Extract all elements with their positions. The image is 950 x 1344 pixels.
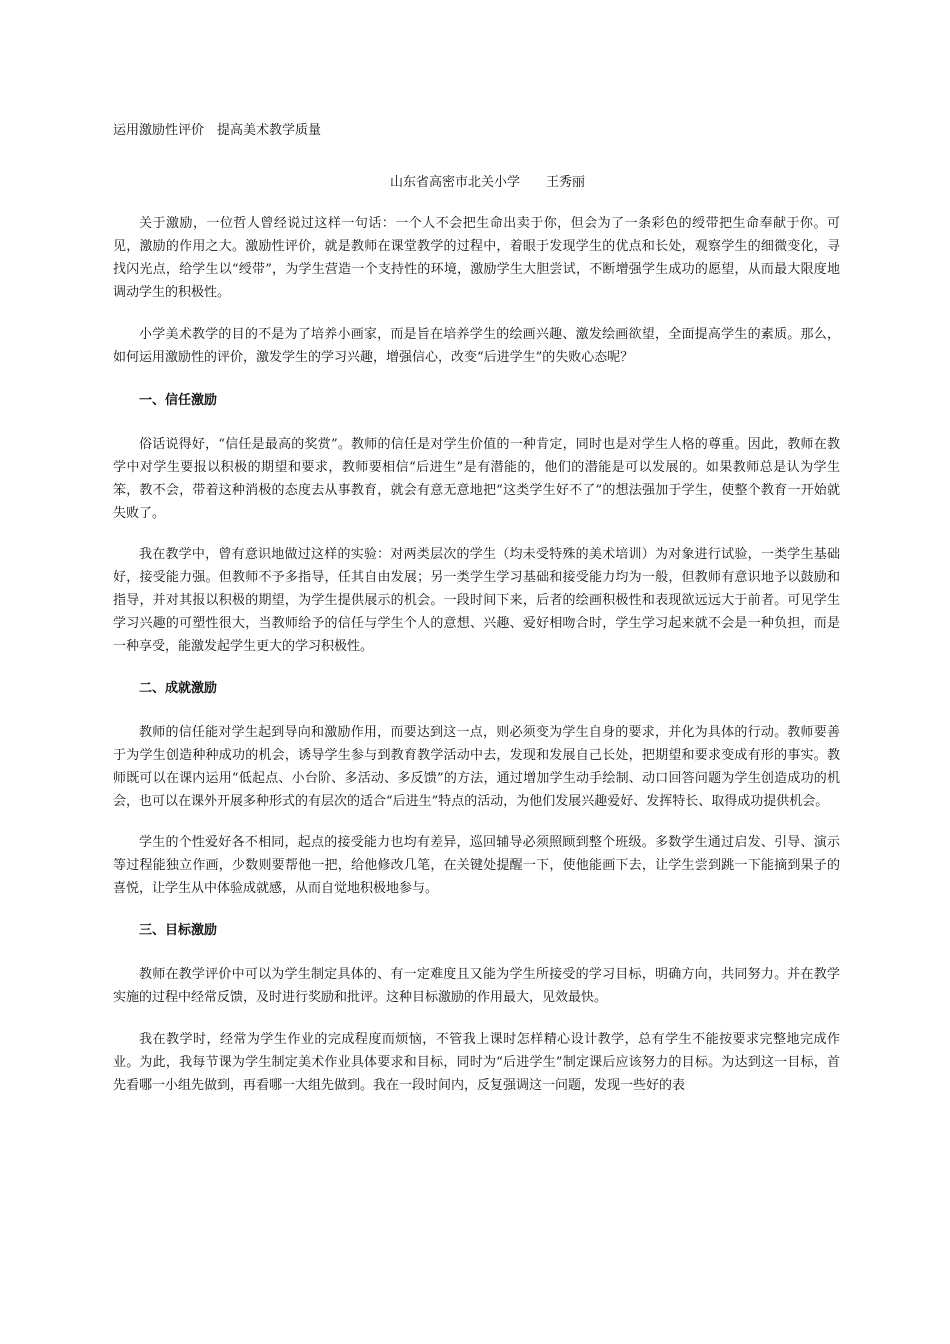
document-title: 运用激励性评价 提高美术教学质量 [113, 123, 322, 138]
paragraph-intro: 关于激励，一位哲人曾经说过这样一句话：一个人不会把生命出卖于你，但会为了一条彩色的绶带把生命奉献于你。可见，激励的作用之大。激励性评价，就是教师在课堂教学的过程中，着眼于发现学生的优点和长处，观察学生的细微变化，寻找闪光点，给学生以“绶带”，为学生营造一个支持性的环境，激励学生大胆尝试，不断增强学生成功的愿望，从而最大限度地调动学生的积极性。 [113, 216, 840, 300]
section-heading-achievement: 二、成就激励 [139, 681, 218, 696]
author-line [113, 172, 840, 194]
section-heading-goal: 三、目标激励 [139, 923, 218, 938]
paragraph-goal-1: 教师在教学评价中可以为学生制定具体的、有一定难度且又能为学生所接受的学习目标，明确方向，共同努力。并在教学实施的过程中经常反馈，及时进行奖励和批评。这种目标激励的作用最大，见效最快。 [113, 967, 840, 1005]
paragraph-purpose: 小学美术教学的目的不是为了培养小画家，而是旨在培养学生的绘画兴趣、激发绘画欲望，全面提高学生的素质。那么，如何运用激励性的评价，激发学生的学习兴趣，增强信心，改变“后进学生”的失败心态呢？ [113, 327, 840, 365]
paragraph-achievement-1: 教师的信任能对学生起到导向和激励作用，而要达到这一点，则必须变为学生自身的要求，并化为具体的行动。教师要善于为学生创造种种成功的机会，诱导学生参与到教育教学活动中去，发现和发展自己长处，把期望和要求变成有形的事实。教师既可以在课内运用“低起点、小台阶、多活动、多反馈”的方法，通过增加学生动手绘制、动口回答问题为学生创造成功的机会，也可以在课外开展多种形式的有层次的适合“后进生”特点的活动，为他们发展兴趣爱好、发挥特长、取得成功提供机会。 [113, 725, 840, 809]
author-name: 王秀丽 [546, 175, 586, 190]
author-school: 山东省高密市北关小学 [390, 175, 521, 190]
document-page [113, 120, 840, 1097]
paragraph-trust-1: 俗话说得好，“信任是最高的奖赏”。教师的信任是对学生价值的一种肯定，同时也是对学生人格的尊重。因此，教师在教学中对学生要报以积极的期望和要求，教师要相信“后进生”是有潜能的，他们的潜能是可以发展的。如果教师总是认为学生笨，教不会，带着这种消极的态度去从事教育，就会有意无意地把“这类学生好不了”的想法强加于学生，使整个教育一开始就失败了。 [113, 437, 840, 521]
paragraph-trust-2: 我在教学中，曾有意识地做过这样的实验：对两类层次的学生（均未受特殊的美术培训）为对象进行试验，一类学生基础好，接受能力强。但教师不予多指导，任其自由发展；另一类学生学习基础和接受能力均为一般，但教师有意识地予以鼓励和指导，并对其报以积极的期望，为学生提供展示的机会。一段时间下来，后者的绘画积极性和表现欲远远大于前者。可见学生学习兴趣的可塑性很大，当教师给予的信任与学生个人的意想、兴趣、爱好相吻合时，学生学习起来就不会是一种负担，而是一种享受，能激发起学生更大的学习积极性。 [113, 547, 840, 654]
section-heading-trust: 一、信任激励 [139, 393, 218, 408]
paragraph-goal-2: 我在教学时，经常为学生作业的完成程度而烦恼，不管我上课时怎样精心设计教学，总有学生不能按要求完整地完成作业。为此，我每节课为学生制定美术作业具体要求和目标，同时为“后进学生”制定课后应该努力的目标。为达到这一目标，首先看哪一小组先做到，再看哪一大组先做到。我在一段时间内，反复强调这一问题，发现一些好的表 [113, 1032, 840, 1093]
paragraph-achievement-2: 学生的个性爱好各不相同，起点的接受能力也均有差异，巡回辅导必须照顾到整个班级。多数学生通过启发、引导、演示等过程能独立作画，少数则要帮他一把，给他修改几笔，在关键处提醒一下，使他能画下去，让学生尝到跳一下能摘到果子的喜悦，让学生从中体验成就感，从而自觉地积极地参与。 [113, 835, 840, 896]
